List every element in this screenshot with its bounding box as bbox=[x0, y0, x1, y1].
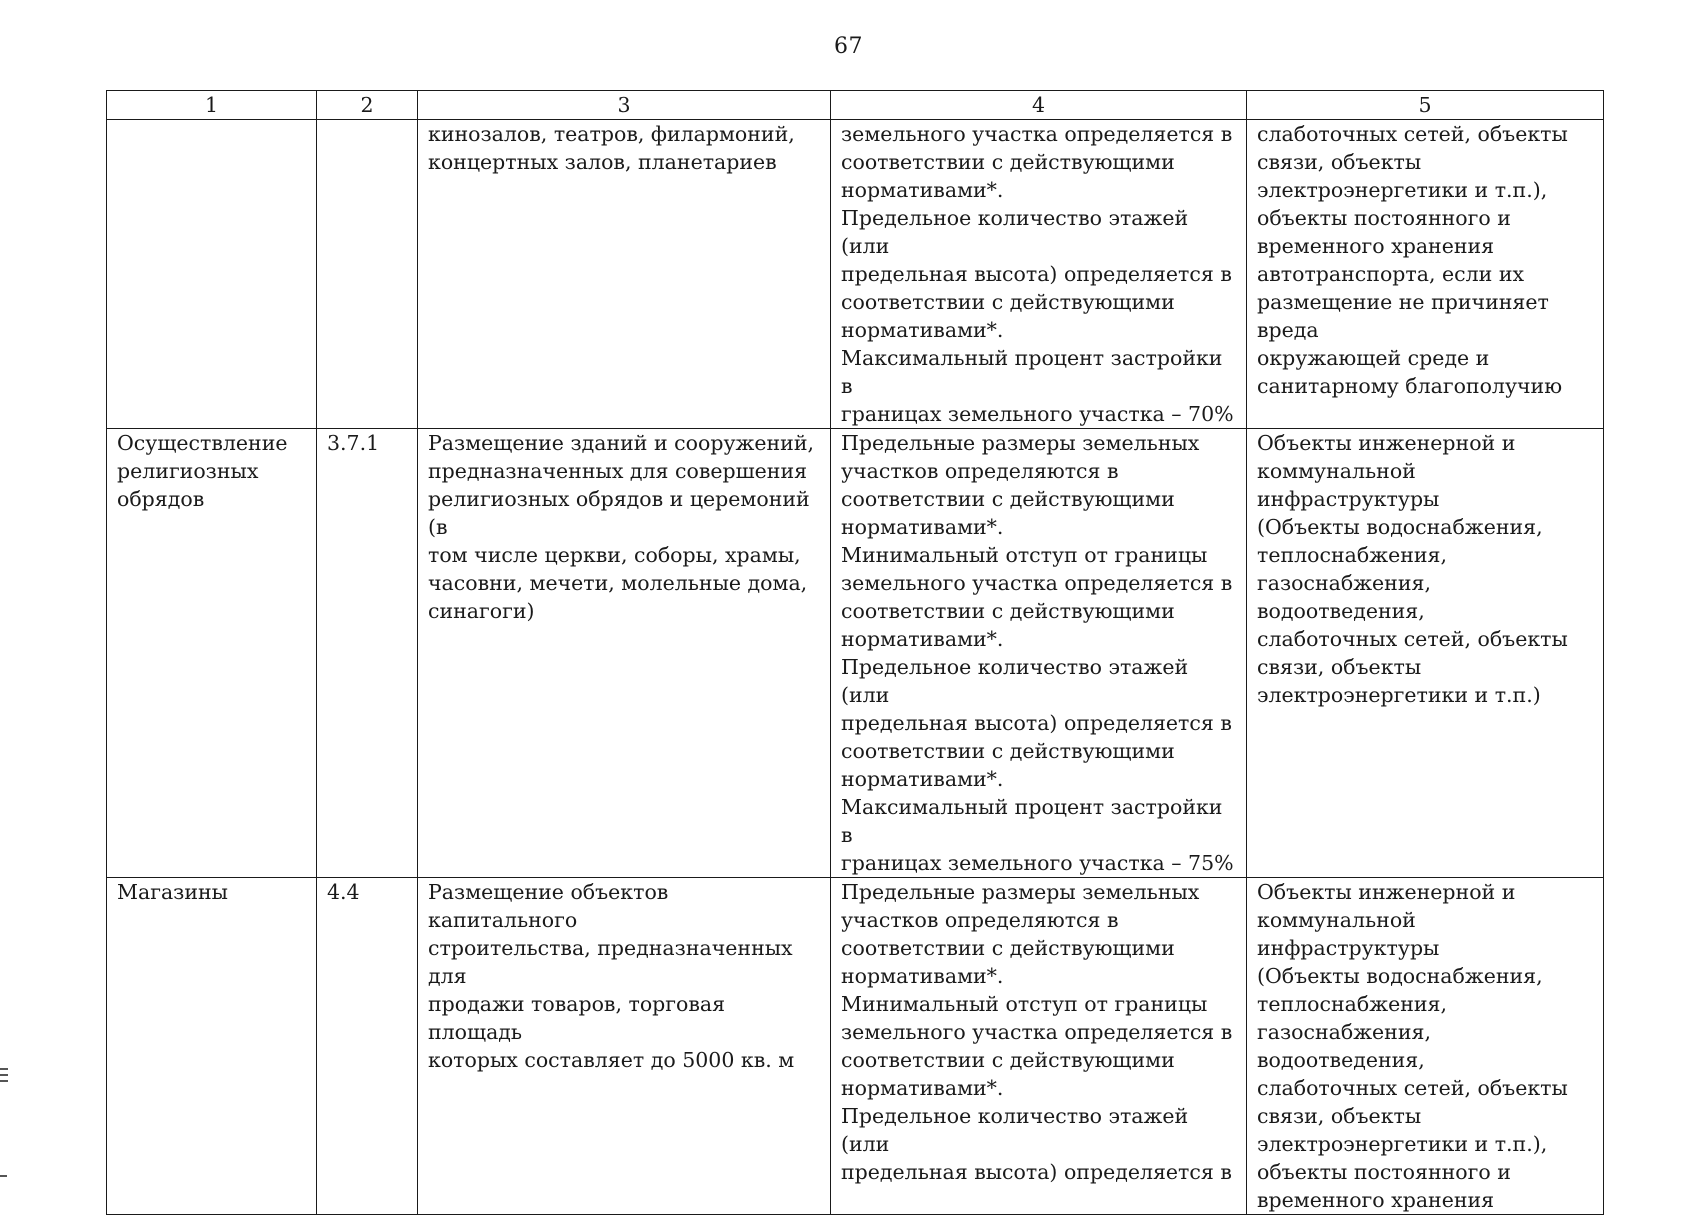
cell-use-code: 4.4 bbox=[317, 878, 418, 1215]
table-header-row bbox=[107, 91, 1604, 120]
cell-auxiliary-uses: Объекты инженерной и коммунальной инфраструктуры (Объекты водоснабжения, теплоснабжения, газоснабжения, водоотведения, слаботочных сетей, объекты связи, объекты электроэнергетики и т.п.), объекты постоянного и временного хранения bbox=[1247, 878, 1604, 1215]
cell-use-name: Осуществление религиозных обрядов bbox=[107, 429, 317, 878]
cell-building-parameters: Предельные размеры земельных участков определяются в соответствии с действующими нормативами*. Минимальный отступ от границы земельного участка определяется в соответствии с действующими нормативами*. Предельное количество этажей (или предельная высота) определяется в bbox=[831, 878, 1247, 1215]
table-row bbox=[107, 429, 1604, 878]
header-col-5: 5 bbox=[1247, 91, 1604, 120]
cell-use-code: 3.7.1 bbox=[317, 429, 418, 878]
table-row bbox=[107, 878, 1604, 1215]
land-use-table bbox=[106, 90, 1604, 1215]
cell-use-description: Размещение объектов капитального строительства, предназначенных для продажи товаров, торговая площадь которых составляет до 5000 кв. м bbox=[418, 878, 831, 1215]
cell-use-name: Магазины bbox=[107, 878, 317, 1215]
header-col-2: 2 bbox=[317, 91, 418, 120]
cell-use-description: кинозалов, театров, филармоний, концертных залов, планетариев bbox=[418, 120, 831, 429]
table-row bbox=[107, 120, 1604, 429]
scan-margin-marks bbox=[0, 1068, 8, 1108]
cell-auxiliary-uses: Объекты инженерной и коммунальной инфраструктуры (Объекты водоснабжения, теплоснабжения, газоснабжения, водоотведения, слаботочных сетей, объекты связи, объекты электроэнергетики и т.п.) bbox=[1247, 429, 1604, 878]
header-col-1: 1 bbox=[107, 91, 317, 120]
scan-margin-dash bbox=[0, 1175, 7, 1177]
cell-auxiliary-uses: слаботочных сетей, объекты связи, объекты электроэнергетики и т.п.), объекты постоянного и временного хранения автотранспорта, если их размещение не причиняет вреда окружающей среде и санитарному благополучию bbox=[1247, 120, 1604, 429]
header-col-3: 3 bbox=[418, 91, 831, 120]
header-col-4: 4 bbox=[831, 91, 1247, 120]
cell-use-name bbox=[107, 120, 317, 429]
cell-use-code bbox=[317, 120, 418, 429]
page-number: 67 bbox=[834, 34, 863, 59]
cell-building-parameters: Предельные размеры земельных участков определяются в соответствии с действующими нормативами*. Минимальный отступ от границы земельного участка определяется в соответствии с действующими нормативами*. Предельное количество этажей (или предельная высота) определяется в соответствии с действующими нормативами*. Максимальный процент застройки в границах земельного участка – 75% bbox=[831, 429, 1247, 878]
cell-building-parameters: земельного участка определяется в соответствии с действующими нормативами*. Предельное количество этажей (или предельная высота) определяется в соответствии с действующими нормативами*. Максимальный процент застройки в границах земельного участка – 70% bbox=[831, 120, 1247, 429]
cell-use-description: Размещение зданий и сооружений, предназначенных для совершения религиозных обрядов и церемоний (в том числе церкви, соборы, храмы, часовни, мечети, молельные дома, синагоги) bbox=[418, 429, 831, 878]
